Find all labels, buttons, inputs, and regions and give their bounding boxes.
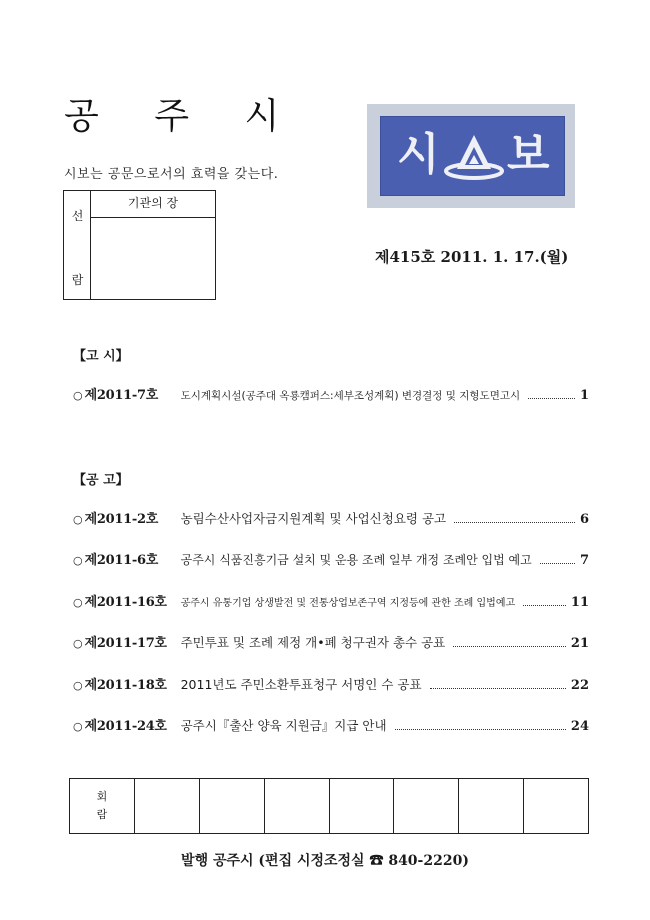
triangle-ripple-emblem-icon [443, 131, 505, 183]
toc-entry[interactable] [73, 632, 589, 652]
entry-page: 22 [570, 678, 589, 693]
bullet-icon: ○ [73, 679, 83, 692]
circulation-signature-cell[interactable] [523, 779, 588, 833]
circulation-label-cell [70, 779, 134, 833]
validity-notice: 시보는 공문으로서의 효력을 갖는다. [64, 167, 279, 182]
toc-entry[interactable] [73, 591, 589, 611]
toc-entry[interactable] [73, 549, 589, 569]
entry-title: 도시계획시설(공주대 옥룡캠퍼스:세부조성계획) 변경결정 및 지형도면고시 [180, 390, 521, 402]
circulation-signature-cell[interactable] [329, 779, 394, 833]
section-header-announcement: 【공 고】 [73, 473, 129, 488]
circulation-table [69, 778, 589, 834]
entry-page: 1 [579, 388, 589, 403]
entry-page: 24 [570, 719, 589, 734]
entry-number: 제2011-6호 [84, 553, 158, 568]
entry-title: 공주시 유통기업 상생발전 및 전통상업보존구역 지정등에 관한 조례 입법예고 [180, 598, 516, 609]
entry-page: 21 [570, 636, 589, 651]
approval-label-top: 선 [71, 209, 84, 223]
entry-title: 주민투표 및 조례 제정 개•폐 청구권자 총수 공표 [180, 635, 446, 650]
entry-number: 제2011-16호 [84, 595, 167, 610]
circulation-label-bottom: 람 [96, 808, 108, 821]
toc-entry[interactable] [73, 384, 589, 404]
entry-number: 제2011-17호 [84, 636, 167, 651]
circulation-label-top: 회 [96, 790, 108, 803]
bullet-icon: ○ [73, 720, 83, 733]
entry-page: 11 [570, 595, 589, 610]
leader-dots [540, 563, 575, 564]
entry-number: 제2011-24호 [84, 719, 167, 734]
entry-page: 7 [579, 553, 589, 568]
entry-title: 공주시 식품진흥기금 설치 및 운용 조례 일부 개정 조례안 입법 예고 [180, 553, 532, 567]
toc-entry[interactable] [73, 715, 589, 735]
section-header-notice: 【고 시】 [73, 349, 129, 364]
bullet-icon: ○ [73, 554, 83, 567]
approval-header: 기관의 장 [91, 191, 215, 218]
bullet-icon: ○ [73, 513, 83, 526]
entry-number: 제2011-7호 [84, 388, 158, 403]
approval-side-label [64, 191, 91, 299]
entry-title: 농림수산사업자금지원계획 및 사업신청요령 공고 [180, 511, 447, 526]
bullet-icon: ○ [73, 596, 83, 609]
circulation-signature-cell[interactable] [134, 779, 199, 833]
approval-label-bottom: 람 [71, 273, 84, 287]
leader-dots [395, 729, 566, 730]
leader-dots [430, 688, 566, 689]
toc-entry[interactable] [73, 508, 589, 528]
leader-dots [453, 646, 566, 647]
entry-title: 2011년도 주민소환투표청구 서명인 수 공표 [180, 677, 422, 692]
logo-char-left: 시 [397, 129, 440, 180]
city-name-title: 공 주 시 [64, 96, 302, 137]
publisher-footer: 발행 공주시 (편집 시정조정실 ☎ 840-2220) [181, 853, 469, 869]
leader-dots [528, 398, 575, 399]
bullet-icon: ○ [73, 389, 83, 402]
entry-page: 6 [579, 512, 589, 527]
circulation-signature-cell[interactable] [393, 779, 458, 833]
circulation-signature-cell[interactable] [264, 779, 329, 833]
circulation-signature-cell[interactable] [458, 779, 523, 833]
approval-box [63, 190, 216, 300]
bullet-icon: ○ [73, 637, 83, 650]
entry-number: 제2011-2호 [84, 512, 158, 527]
logo-inner-panel [380, 116, 565, 196]
circulation-signature-cell[interactable] [199, 779, 264, 833]
toc-entry[interactable] [73, 674, 589, 694]
leader-dots [523, 605, 566, 606]
sibo-logo [367, 104, 575, 208]
logo-char-right: 보 [507, 129, 550, 180]
issue-number-date: 제415호 2011. 1. 17.(월) [375, 248, 569, 266]
entry-title: 공주시『출산 양육 지원금』지급 안내 [180, 718, 387, 733]
leader-dots [454, 522, 575, 523]
entry-number: 제2011-18호 [84, 678, 167, 693]
